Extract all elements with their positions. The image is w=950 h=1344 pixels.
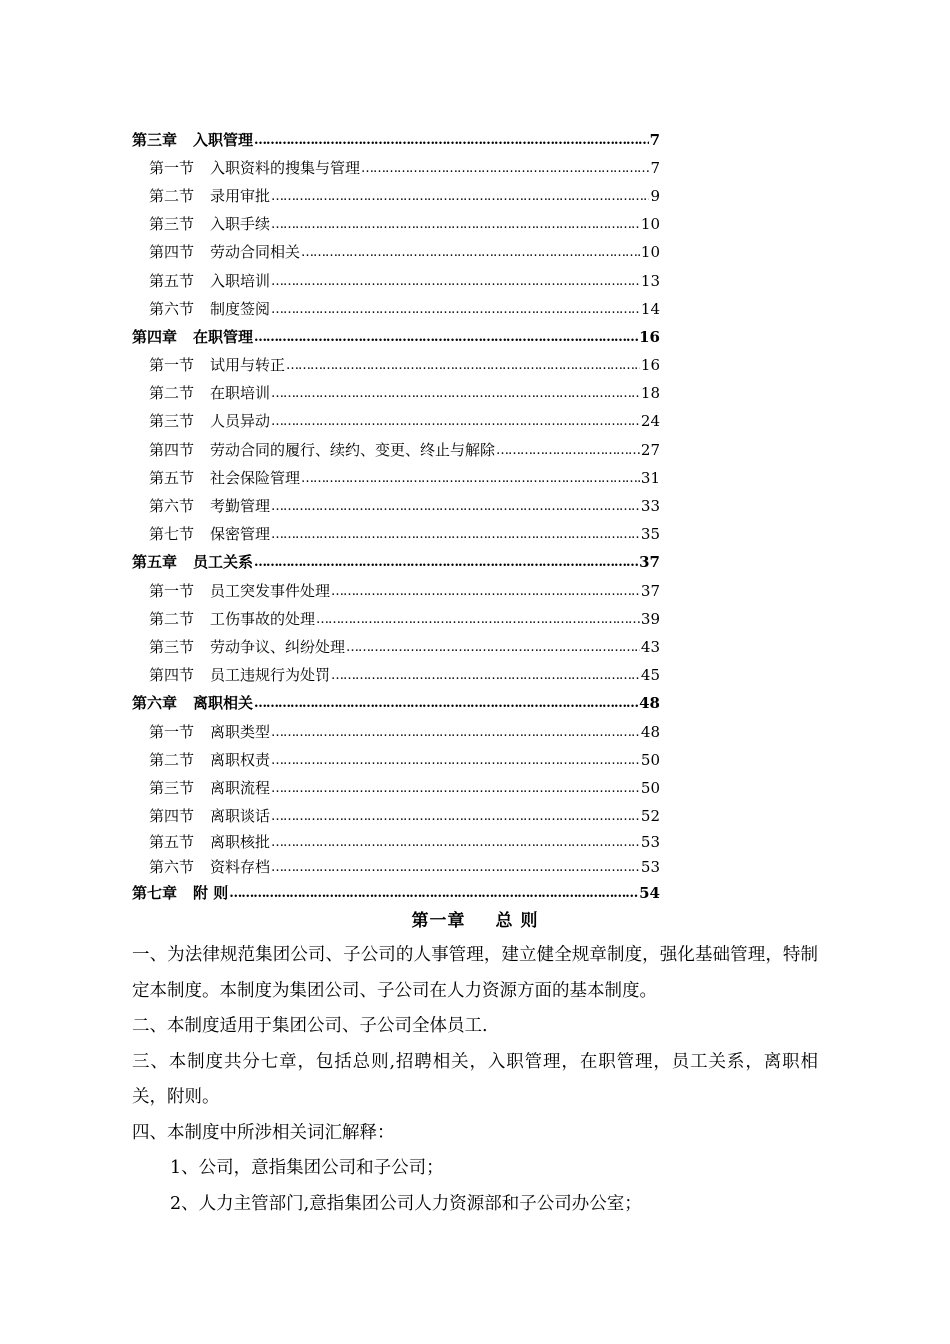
toc-dot-leader	[301, 246, 640, 259]
toc-entry-title: 资料存档	[210, 857, 271, 876]
toc-entry-title: 离职权责	[210, 750, 271, 769]
toc-dot-leader	[271, 861, 640, 874]
clause-paragraph: 一、为法律规范集团公司、子公司的人事管理，建立健全规章制度，强化基础管理，特制定本制度。本制度为集团公司、子公司在人力资源方面的基本制度。	[132, 945, 818, 1001]
toc-section-entry	[132, 662, 660, 690]
toc-section-entry	[132, 295, 660, 323]
toc-dot-leader	[301, 472, 640, 485]
toc-dot-leader	[271, 726, 640, 739]
toc-page-number: 35	[640, 525, 660, 544]
toc-entry-title: 入职培训	[210, 271, 271, 290]
definition-item: 1、公司，意指集团公司和子公司；	[170, 1158, 444, 1178]
toc-section-entry	[132, 746, 660, 774]
toc-entry-number: 第六章	[132, 694, 178, 713]
toc-page-number: 53	[640, 833, 660, 852]
clause-paragraph: 二、本制度适用于集团公司、子公司全体员工.	[132, 1016, 488, 1036]
toc-section-entry	[132, 239, 660, 267]
toc-chapter-entry	[132, 880, 660, 908]
toc-page-number: 43	[640, 637, 660, 656]
toc-dot-leader	[271, 782, 640, 795]
toc-entry-title: 劳动争议、纠纷处理	[210, 637, 346, 656]
toc-dot-leader	[496, 444, 640, 457]
toc-entry-number: 第二节	[149, 750, 195, 769]
toc-entry-number: 第一节	[149, 581, 195, 600]
toc-section-entry	[132, 154, 660, 182]
toc-entry-number: 第二节	[149, 609, 195, 628]
toc-dot-leader	[271, 754, 640, 767]
toc-entry-number: 第六节	[149, 857, 195, 876]
toc-page-number: 10	[640, 243, 660, 262]
toc-page-number: 16	[640, 356, 660, 375]
toc-entry-number: 第四节	[149, 243, 195, 262]
toc-entry-title: 附 则	[193, 884, 229, 903]
toc-entry-number: 第四章	[132, 327, 178, 346]
toc-dot-leader	[271, 218, 640, 231]
toc-entry-title: 离职类型	[210, 722, 271, 741]
toc-entry-title: 社会保险管理	[210, 468, 301, 487]
toc-page-number: 45	[640, 666, 660, 685]
toc-page-number: 53	[640, 857, 660, 876]
toc-entry-number: 第五节	[149, 271, 195, 290]
toc-section-entry	[132, 577, 660, 605]
toc-page-number: 54	[639, 884, 660, 903]
toc-section-entry	[132, 521, 660, 549]
chapter-heading	[0, 906, 950, 931]
toc-dot-leader	[271, 836, 640, 849]
toc-page-number: 27	[640, 440, 660, 459]
chapter-body	[132, 938, 818, 1222]
toc-entry-number: 第三节	[149, 637, 195, 656]
toc-dot-leader	[271, 500, 640, 513]
toc-dot-leader	[271, 528, 640, 541]
toc-entry-number: 第四节	[149, 807, 195, 826]
toc-entry-title: 录用审批	[210, 186, 271, 205]
toc-dot-leader	[229, 887, 638, 900]
toc-dot-leader	[254, 556, 638, 569]
toc-entry-title: 在职培训	[210, 384, 271, 403]
toc-chapter-entry	[132, 690, 660, 718]
toc-entry-number: 第三章	[132, 130, 178, 149]
toc-page-number: 14	[640, 299, 660, 318]
toc-entry-title: 试用与转正	[210, 356, 286, 375]
toc-entry-title: 制度签阅	[210, 299, 271, 318]
toc-dot-leader	[316, 613, 640, 626]
toc-dot-leader	[361, 162, 649, 175]
toc-dot-leader	[331, 585, 640, 598]
toc-entry-number: 第一节	[149, 722, 195, 741]
toc-section-entry	[132, 803, 660, 831]
toc-page-number: 50	[640, 778, 660, 797]
toc-chapter-entry	[132, 549, 660, 577]
toc-entry-number: 第三节	[149, 778, 195, 797]
toc-page-number: 24	[640, 412, 660, 431]
toc-page-number: 33	[640, 497, 660, 516]
toc-dot-leader	[346, 641, 640, 654]
toc-entry-title: 劳动合同的履行、续约、变更、终止与解除	[210, 440, 496, 459]
toc-page-number: 52	[640, 807, 660, 826]
toc-entry-number: 第七节	[149, 525, 195, 544]
chapter-heading-title: 总 则	[495, 911, 539, 931]
toc-dot-leader	[271, 190, 649, 203]
table-of-contents	[132, 126, 660, 908]
toc-page-number: 16	[639, 327, 660, 346]
toc-page-number: 7	[649, 130, 660, 149]
toc-dot-leader	[271, 810, 640, 823]
chapter-heading-number: 第一章	[411, 911, 466, 931]
toc-page-number: 37	[640, 581, 660, 600]
toc-dot-leader	[271, 387, 640, 400]
toc-dot-leader	[331, 669, 640, 682]
toc-entry-number: 第五节	[149, 833, 195, 852]
toc-entry-number: 第二节	[149, 186, 195, 205]
toc-entry-number: 第三节	[149, 412, 195, 431]
toc-section-entry	[132, 436, 660, 464]
toc-section-entry	[132, 605, 660, 633]
toc-dot-leader	[271, 415, 640, 428]
toc-entry-title: 保密管理	[210, 525, 271, 544]
toc-page-number: 48	[640, 722, 660, 741]
toc-dot-leader	[254, 697, 638, 710]
toc-entry-number: 第四节	[149, 440, 195, 459]
toc-page-number: 10	[640, 215, 660, 234]
toc-entry-title: 在职管理	[193, 327, 254, 346]
toc-section-entry	[132, 831, 660, 856]
toc-entry-number: 第一节	[149, 356, 195, 375]
toc-entry-number: 第一节	[149, 158, 195, 177]
toc-entry-title: 入职手续	[210, 215, 271, 234]
toc-entry-title: 人员异动	[210, 412, 271, 431]
toc-entry-number: 第七章	[132, 884, 178, 903]
toc-entry-number: 第五节	[149, 468, 195, 487]
toc-page-number: 50	[640, 750, 660, 769]
toc-entry-number: 第五章	[132, 553, 178, 572]
toc-section-entry	[132, 267, 660, 295]
toc-page-number: 9	[650, 186, 660, 205]
toc-entry-title: 员工关系	[193, 553, 254, 572]
toc-entry-number: 第二节	[149, 384, 195, 403]
toc-page-number: 48	[639, 694, 660, 713]
toc-section-entry	[132, 774, 660, 802]
definition-item: 2、人力主管部门,意指集团公司人力资源部和子公司办公室；	[170, 1193, 642, 1214]
toc-entry-number: 第三节	[149, 215, 195, 234]
toc-entry-title: 离职流程	[210, 778, 271, 797]
toc-dot-leader	[254, 331, 638, 344]
toc-entry-title: 离职核批	[210, 833, 271, 852]
toc-section-entry	[132, 718, 660, 746]
toc-dot-leader	[271, 275, 640, 288]
toc-entry-number: 第四节	[149, 666, 195, 685]
toc-section-entry	[132, 633, 660, 661]
clause-paragraph: 四、本制度中所涉相关词汇解释：	[132, 1122, 395, 1143]
toc-page-number: 39	[640, 609, 660, 628]
toc-entry-title: 考勤管理	[210, 497, 271, 516]
toc-section-entry	[132, 211, 660, 239]
toc-entry-title: 入职资料的搜集与管理	[210, 158, 361, 177]
toc-section-entry	[132, 182, 660, 210]
toc-entry-title: 入职管理	[193, 130, 254, 149]
toc-section-entry	[132, 408, 660, 436]
toc-chapter-entry	[132, 323, 660, 351]
toc-section-entry	[132, 492, 660, 520]
toc-dot-leader	[286, 359, 640, 372]
toc-entry-title: 离职谈话	[210, 807, 271, 826]
toc-section-entry	[132, 352, 660, 380]
clause-paragraph: 三、本制度共分七章，包括总则,招聘相关，入职管理，在职管理，员工关系，离职相关，附则。	[132, 1051, 818, 1107]
toc-entry-title: 员工突发事件处理	[210, 581, 331, 600]
toc-section-entry	[132, 855, 660, 880]
toc-page-number: 7	[650, 158, 660, 177]
toc-entry-number: 第六节	[149, 299, 195, 318]
toc-dot-leader	[254, 134, 649, 147]
toc-page-number: 18	[640, 384, 660, 403]
toc-page-number: 13	[640, 271, 660, 290]
toc-dot-leader	[271, 303, 640, 316]
toc-entry-title: 工伤事故的处理	[210, 609, 316, 628]
toc-section-entry	[132, 464, 660, 492]
toc-entry-title: 劳动合同相关	[210, 243, 301, 262]
toc-entry-title: 离职相关	[193, 694, 254, 713]
toc-page-number: 31	[640, 468, 660, 487]
toc-chapter-entry	[132, 126, 660, 154]
toc-entry-number: 第六节	[149, 497, 195, 516]
toc-entry-title: 员工违规行为处罚	[210, 666, 331, 685]
toc-section-entry	[132, 380, 660, 408]
toc-page-number: 37	[639, 553, 660, 572]
